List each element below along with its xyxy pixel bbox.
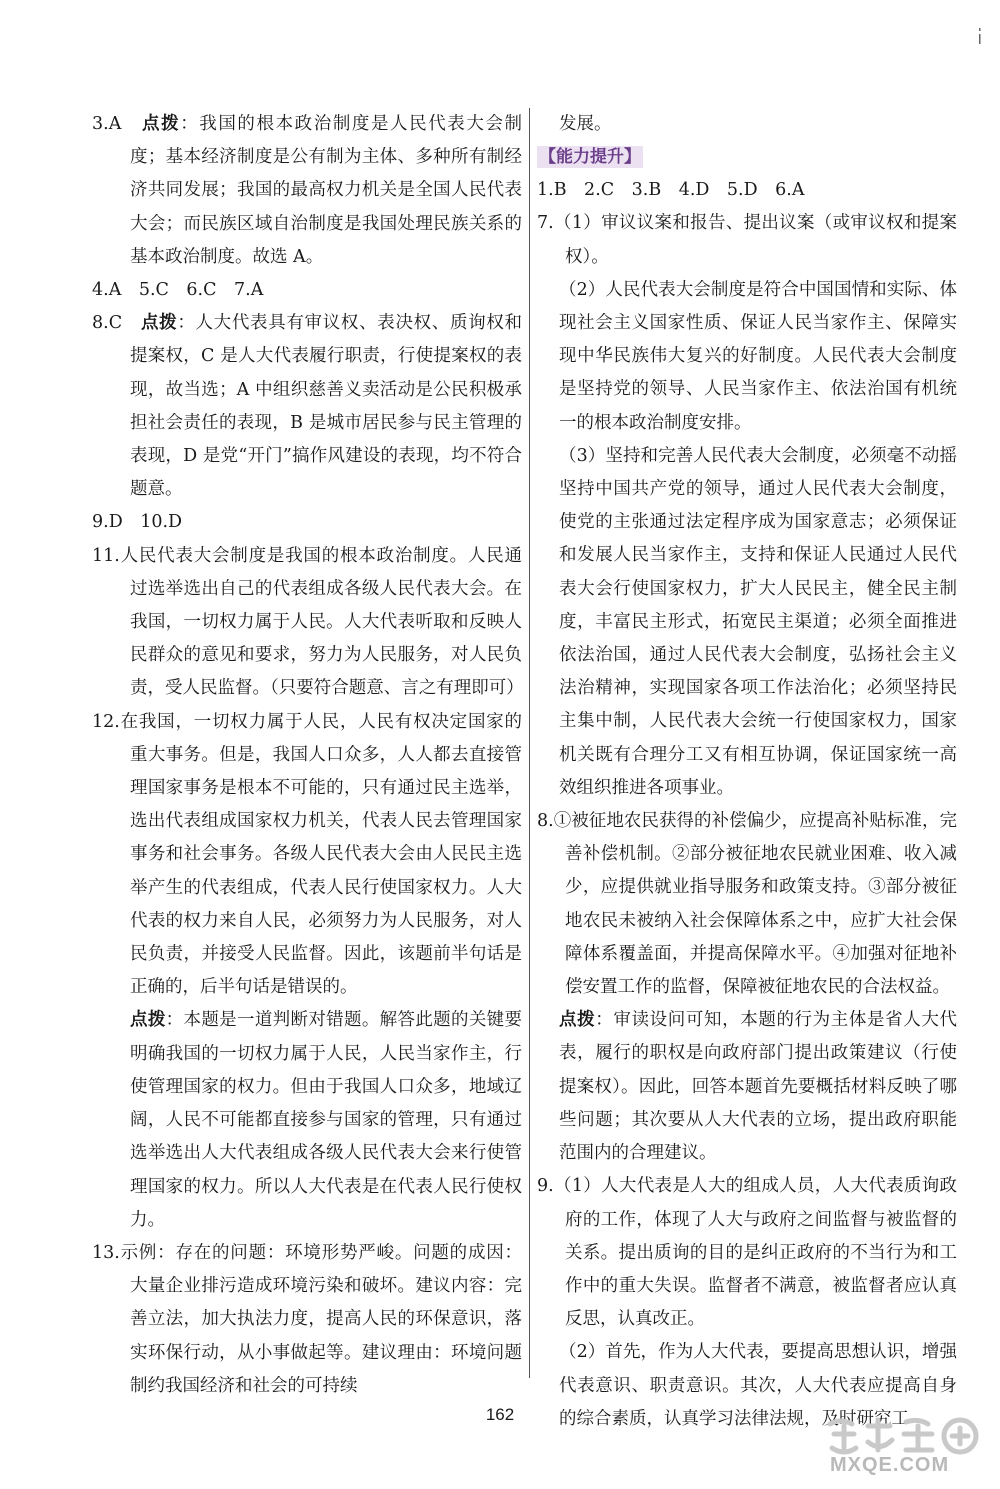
answer-13: 13.示例：存在的问题：环境形势严峻。问题的成因：大量企业排污造成环境污染和破坏。建议内容：完善立法，加大执法力度，提高人民的环保意识，落实环保行动，从小事做起等。建议理由：环境问题制约我国经济和社会的可持续 xyxy=(92,1242,522,1396)
corner-mark-icon xyxy=(978,28,982,44)
answer-8: 8.C 点拨：人大代表具有审议权、表决权、质询权和提案权，C 是人大代表履行职责，行使提案权的表现，故当选；A 中组织慈善义卖活动是公民积极承担社会责任的表现，B 是城市居民参与民主管理的表现，D 是党“开门”搞作风建设的表现，均不符合题意。 xyxy=(92,313,523,500)
answer-7-2: （2）人民代表大会制度是符合中国国情和实际、体现社会主义国家性质、保证人民当家作主、保障实现中华民族伟大复兴的好制度。人民代表大会制度是坚持党的领导、人民当家作主、依法治国有机统一的根本政治制度安排。 xyxy=(559,279,957,433)
answer-9-2: （2）首先，作为人大代表，要提高思想认识，增强代表意识、职责意识。其次，人大代表应提高自身的综合素质，认真学习法律法规，及时研究工 xyxy=(559,1342,957,1429)
section-header: 【能力提升】 xyxy=(539,147,641,168)
answer-7-3: （3）坚持和完善人民代表大会制度，必须毫不动摇坚持中国共产党的领导，通过人民代表大会制度，使党的主张通过法定程序成为国家意志；必须保证和发展人民当家作主，支持和保证人民通过人民代表大会行使国家权力，扩大人民民主，健全民主制度，丰富民主形式，拓宽民主渠道；必须全面推进依法治国，通过人民代表大会制度，弘扬社会主义法治精神，实现国家各项工作法治化；必须坚持民主集中制，人民代表大会统一行使国家权力，国家机关既有合理分工又有相互协调，保证国家统一高效组织推进各项事业。 xyxy=(559,445,957,798)
answer-13-continued: 发展。 xyxy=(559,114,612,134)
right-column xyxy=(537,108,957,1436)
answer-8: 8.①被征地农民获得的补偿偏少，应提高补贴标准，完善补偿机制。②部分被征地农民就业困难、收入减少，应提供就业指导服务和政策支持。③部分被征地农民未被纳入社会保障体系之中，应扩大社会保障体系覆盖面，并提高保障水平。④加强对征地补偿安置工作的监督，保障被征地农民的合法权益。 xyxy=(537,811,957,998)
answer-8-tip: 点拨：审读设问可知，本题的行为主体是省人大代表，履行的职权是向政府部门提出政策建议（行使提案权）。因此，回答本题首先要概括材料反映了哪些问题；其次要从人大代表的立场，提出政府职能范围内的合理建议。 xyxy=(559,1010,958,1164)
answer-3: 3.A 点拨：我国的根本政治制度是人民代表大会制度；基本经济制度是公有制为主体、多种所有制经济共同发展；我国的最高权力机关是全国人民代表大会；而民族区域自治制度是我国处理民族关系的基本政治制度。故选 A。 xyxy=(92,114,523,267)
answer-12-tip: 点拨：本题是一道判断对错题。解答此题的关键要明确我国的一切权力属于人民，人民当家作主，行使管理国家的权力。但由于我国人口众多，地域辽阔，人民不可能都直接参与国家的管理，只有通过选举选出人大代表组成各级人民代表大会来行使管理国家的权力。所以人大代表是在代表人民行使权力。 xyxy=(130,1010,523,1230)
answer-7-1: 7.（1）审议议案和报告、提出议案（或审议权和提案权）。 xyxy=(537,213,957,267)
watermark-text: MXQE.COM xyxy=(830,1454,950,1476)
answer-9-1: 9.（1）人大代表是人大的组成人员，人大代表质询政府的工作，体现了人大与政府之间监督与被监督的关系。提出质询的目的是纠正政府的不当行为和工作中的重大失误。监督者不满意，被监督者应认真反思，认真改正。 xyxy=(537,1176,957,1330)
answer-11: 11.人民代表大会制度是我国的根本政治制度。人民通过选举选出自己的代表组成各级人民代表大会。在我国，一切权力属于人民。人大代表听取和反映人民群众的意见和要求，努力为人民服务，对人民负责，受人民监督。（只要符合题意、言之有理即可） xyxy=(92,545,524,699)
column-divider xyxy=(529,108,530,1378)
left-column xyxy=(92,108,522,1403)
answers-4-7: 4.A 5.C 6.C 7.A xyxy=(92,280,264,301)
answers-9-10: 9.D 10.D xyxy=(92,512,183,533)
page-number: 162 xyxy=(485,1405,515,1424)
answers-1-6: 1.B 2.C 3.B 4.D 5.D 6.A xyxy=(537,180,805,201)
answer-12: 12.在我国，一切权力属于人民，人民有权决定国家的重大事务。但是，我国人口众多，人人都去直接管理国家事务是根本不可能的，只有通过民主选举，选出代表组成国家权力机关，代表人民去管理国家事务和社会事务。各级人民代表大会由人民民主选举产生的代表组成，代表人民行使国家权力。人大代表的权力来自人民，必须努力为人民服务，对人民负责，并接受人民监督。因此，该题前半句话是正确的，后半句话是错误的。 xyxy=(92,711,522,998)
